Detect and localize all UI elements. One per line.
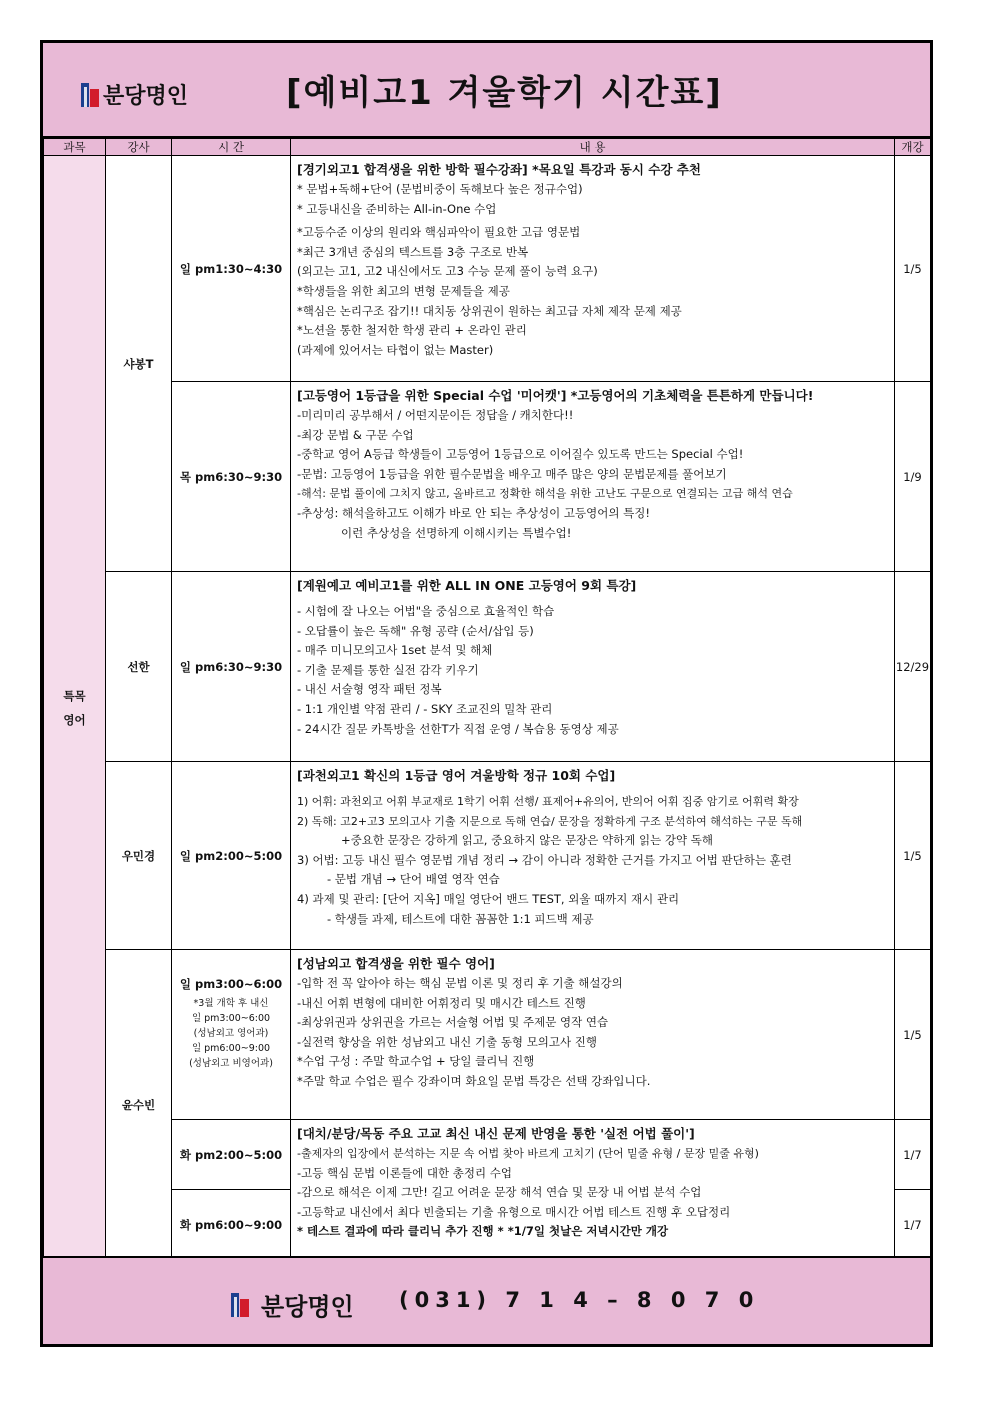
content-line: - 기출 문제를 통한 실전 감각 키우기 [297,662,479,677]
content-line: -중학교 영어 A등급 학생들이 고등영어 1등급으로 이어질수 있도록 만드는 Special 수업! [297,447,744,462]
content-line: (외고는 고1, 고2 내신에서도 고3 수능 문제 풀이 능력 요구) [297,264,598,279]
note-line: *3월 개학 후 내신 [193,998,269,1009]
content-line: - 학생들 과제, 테스트에 대한 꼼꼼한 1:1 피드백 제공 [327,911,594,926]
content-line: -해석: 문법 풀이에 그치지 않고, 올바르고 정확한 해석을 위한 고난도 구문으로 연결되는 고급 해석 연습 [297,487,793,501]
content-line: -최상위권과 상위권을 가르는 서술형 어법 및 주제문 영작 연습 [297,1015,609,1030]
time-cell [172,950,291,1120]
table-row [44,572,931,762]
content-line: - 문법 개념 → 단어 배열 영작 연습 [327,872,500,887]
content-cell [291,1120,895,1260]
table-row [44,1120,931,1190]
time-cell: 일 pm2:00~5:00 [172,762,291,950]
teacher-cell: 샤봉T [106,156,172,572]
time-cell: 화 pm2:00~5:00 [172,1120,291,1190]
teacher-cell: 선한 [106,572,172,762]
note-line: 일 pm3:00~6:00 [191,1013,271,1024]
content-line: -최강 문법 & 구문 수업 [297,427,414,442]
content-line: *수업 구성 : 주말 학교수업 + 당일 클리닉 진행 [297,1054,535,1069]
content-line: 3) 어법: 고등 내신 필수 영문법 개념 정리 → 감이 아니라 정확한 근거를 가지고 어법 판단하는 훈련 [297,852,792,867]
timetable-frame [40,40,933,1347]
content-cell [291,156,895,382]
content-cell [291,762,895,950]
content-heading: [경기외고1 합격생을 위한 방학 필수강좌] *목요일 특강과 동시 수강 추천 [297,162,701,177]
time-note [172,996,290,1071]
col-start: 개강 [895,139,931,156]
content-line: -입학 전 꼭 알아야 하는 핵심 문법 이론 및 정리 후 기출 해설강의 [297,976,623,990]
content-line: *최근 3개년 중심의 텍스트를 3층 구조로 반복 [297,244,529,259]
content-line: - 시험에 잘 나오는 어법"을 중심으로 효율적인 학습 [297,604,555,618]
logo-icon [231,1293,249,1317]
subject-line1: 특목 [63,688,86,703]
start-date-cell: 1/7 [895,1120,931,1190]
col-time: 시 간 [172,139,291,156]
col-content: 내 용 [291,139,895,156]
content-heading: [계원예고 예비고1를 위한 ALL IN ONE 고등영어 9회 특강] [297,578,637,593]
content-cell [291,950,895,1120]
content-line: - 24시간 질문 카톡방을 선한T가 직접 운영 / 복습용 동영상 제공 [297,721,619,736]
content-cell [291,572,895,762]
content-line: -실전력 향상을 위한 성남외고 내신 기출 동형 모의고사 진행 [297,1034,598,1049]
content-heading: [과천외고1 확신의 1등급 영어 겨울방학 정규 10회 수업] [297,768,616,783]
content-line: -추상성: 해석을하고도 이해가 바로 안 되는 추상성이 고등영어의 특징! [297,505,650,520]
content-line: -출제자의 입장에서 분석하는 지문 속 어법 찾아 바르게 고치기 (단어 밑줄 유형 / 문장 밑줄 유형) [297,1147,759,1160]
content-line: *핵심은 논리구조 잡기!! 대치동 상위권이 원하는 최고급 자체 제작 문제 제공 [297,303,682,318]
content-line: 1) 어휘: 과천외고 어휘 부교재로 1학기 어휘 선행/ 표제어+유의어, 반의어 어휘 집중 암기로 어휘력 확장 [297,795,799,808]
content-line: 4) 과제 및 관리: [단어 지옥] 매일 영단어 밴드 TEST, 외울 때까지 재시 관리 [297,891,680,906]
start-date-cell: 1/5 [895,950,931,1120]
page-title: [예비고1 겨울학기 시간표] [286,73,723,113]
time-cell: 화 pm6:00~9:00 [172,1190,291,1260]
table-row [44,950,931,1120]
footer [43,1256,930,1344]
content-heading: [대치/분당/목동 주요 고교 최신 내신 문제 반영을 통한 '실전 어법 풀이'] [297,1126,695,1141]
header [43,43,930,138]
content-line: -내신 어휘 변형에 대비한 어휘정리 및 매시간 테스트 진행 [297,995,586,1010]
table-header-row [44,139,931,156]
content-footnote: * 테스트 결과에 따라 클리닉 추가 진행 * *1/7일 첫날은 저녁시간만 개강 [297,1224,669,1239]
content-line: *주말 학교 수업은 필수 강좌이며 화요일 문법 특강은 선택 강좌입니다. [297,1073,651,1088]
note-line: 일 pm6:00~9:00 [191,1043,271,1054]
content-line: 2) 독해: 고2+고3 모의고사 기출 지문으로 독해 연습/ 문장을 정확하게 구조 분석하여 해석하는 구문 독해 [297,814,803,828]
content-cell [291,382,895,572]
teacher-cell: 우민경 [106,762,172,950]
note-line: (성남외고 영어과) [193,1028,269,1039]
start-date-cell: 1/5 [895,156,931,382]
content-line: (과제에 있어서는 타협이 없는 Master) [297,342,494,357]
time-label: 일 pm3:00~6:00 [179,977,283,991]
start-date-cell: 12/29 [895,572,931,762]
time-cell: 일 pm1:30~4:30 [172,156,291,382]
logo-text: 분당명인 [261,1293,354,1321]
time-cell: 목 pm6:30~9:30 [172,382,291,572]
logo-text: 분당명인 [103,84,189,109]
content-line: -고등학교 내신에서 최다 빈출되는 기출 유형으로 매시간 어법 테스트 진행 후 오답정리 [297,1204,731,1219]
content-line: - 1:1 개인별 약점 관리 / - SKY 조교진의 밀착 관리 [297,701,553,716]
phone-number: (031) 7 1 4 – 8 0 7 0 [399,1288,760,1312]
start-date-cell: 1/9 [895,382,931,572]
start-date-cell: 1/7 [895,1190,931,1260]
content-line: * 고등내신을 준비하는 All-in-One 수업 [297,201,497,216]
content-line: -고등 핵심 문법 이론들에 대한 총정리 수업 [297,1165,512,1180]
content-line: *학생들을 위한 최고의 변형 문제들을 제공 [297,283,510,298]
content-line: +중요한 문장은 강하게 읽고, 중요하지 않은 문장은 약하게 읽는 강약 독해 [341,833,714,848]
content-line: 이런 추상성을 선명하게 이해시키는 특별수업! [341,525,572,540]
start-date-cell: 1/5 [895,762,931,950]
schedule-table [43,138,931,1260]
subject-cell [44,156,106,1260]
content-heading: [고등영어 1등급을 위한 Special 수업 '미어캣'] *고등영어의 기초체력을 튼튼하게 만듭니다! [297,388,814,403]
content-heading: [성남외고 합격생을 위한 필수 영어] [297,956,495,971]
content-line: - 내신 서술형 영작 패턴 정복 [297,682,442,697]
content-line: * 문법+독해+단어 (문법비중이 독해보다 높은 정규수업) [297,182,583,196]
table-row [44,762,931,950]
content-line: -감으로 해석은 이제 그만! 길고 어려운 문장 해석 연습 및 문장 내 어법 분석 수업 [297,1185,702,1200]
content-line: - 오답률이 높은 독해" 유형 공략 (순서/삽입 등) [297,623,534,638]
note-line: (성남외고 비영어과) [189,1058,273,1069]
time-cell: 일 pm6:30~9:30 [172,572,291,762]
subject-line2: 영어 [63,712,86,727]
content-line: *고등수준 이상의 원리와 핵심파악이 필요한 고급 영문법 [297,225,581,240]
teacher-cell: 윤수빈 [106,950,172,1260]
footer-logo [231,1287,354,1322]
content-line: *노션을 통한 철저한 학생 관리 + 온라인 관리 [297,323,527,338]
table-row [44,382,931,572]
logo-icon [81,83,99,107]
header-logo [81,79,188,110]
content-line: -문법: 고등영어 1등급을 위한 필수문법을 배우고 매주 많은 양의 문법문제를 풀어보기 [297,466,727,481]
col-subject: 과목 [44,139,106,156]
table-row [44,156,931,382]
content-line: - 매주 미니모의고사 1set 분석 및 해체 [297,643,493,658]
content-line: -미리미리 공부해서 / 어떤지문이든 정답을 / 캐치한다!! [297,408,574,422]
col-teacher: 강사 [106,139,172,156]
